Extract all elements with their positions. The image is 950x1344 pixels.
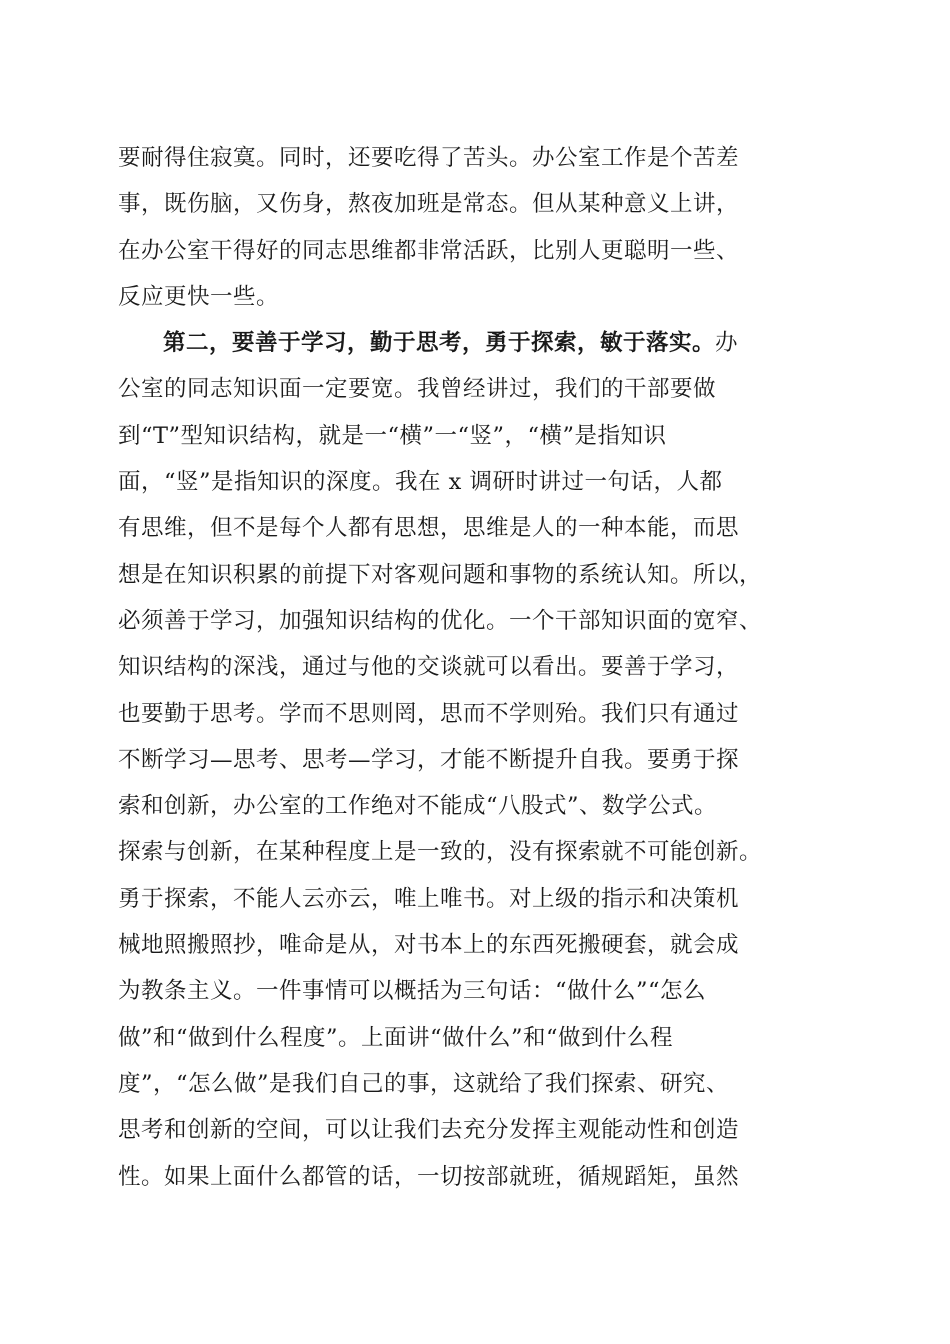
section-two-heading: 第二，要善于学习，勤于思考，勇于探索，敏于落实。 [163, 330, 716, 357]
text-line: 反应更快一些。 [118, 283, 280, 310]
section-two-first-line [118, 320, 838, 366]
text-line: 思考和创新的空间，可以让我们去充分发挥主观能动性和创造 [118, 1117, 740, 1144]
text-line: 度”，“怎么做”是我们自己的事，这就给了我们探索、研究、 [118, 1070, 730, 1097]
text-line: 知识结构的深浅，通过与他的交谈就可以看出。要善于学习， [118, 654, 740, 681]
section-two-paragraph [118, 320, 838, 1200]
text-line: 事，既伤脑，又伤身，熬夜加班是常态。但从某种意义上讲， [118, 191, 740, 218]
text-line: 面，“竖”是指知识的深度。我在 x 调研时讲过一句话，人都 [118, 469, 723, 496]
text-line: 不断学习—思考、思考—学习，才能不断提升自我。要勇于探 [118, 746, 740, 773]
text-line: 也要勤于思考。学而不思则罔，思而不学则殆。我们只有通过 [118, 700, 740, 727]
text-line: 要耐得住寂寞。同时，还要吃得了苦头。办公室工作是个苦差 [118, 145, 740, 171]
text-line: 公室的同志知识面一定要宽。我曾经讲过，我们的干部要做 [118, 376, 717, 403]
text-line: 必须善于学习，加强知识结构的优化。一个干部知识面的宽窄、 [118, 607, 763, 634]
text-line: 在办公室干得好的同志思维都非常活跃，比别人更聪明一些、 [118, 237, 740, 264]
text-line: 索和创新，办公室的工作绝对不能成“八股式”、数学公式。 [118, 793, 718, 820]
text-line: 探索与创新，在某种程度上是一致的，没有探索就不可能创新。 [118, 839, 763, 866]
text-line: 勇于探索，不能人云亦云，唯上唯书。对上级的指示和决策机 [118, 885, 740, 912]
text-line: 有思维，但不是每个人都有思想，思维是人的一种本能，而思 [118, 515, 740, 542]
text-line: 做”和“做到什么程度”。上面讲“做什么”和“做到什么程 [118, 1024, 674, 1051]
text-line: 性。如果上面什么都管的话，一切按部就班，循规蹈矩，虽然 [118, 1163, 740, 1190]
continued-paragraph [118, 135, 838, 320]
text-line: 械地照搬照抄，唯命是从，对书本上的东西死搬硬套，就会成 [118, 932, 740, 959]
text-line: 为教条主义。一件事情可以概括为三句话：“做什么”“怎么 [118, 978, 707, 1005]
text-fragment: 办 [715, 330, 739, 357]
text-line: 想是在知识积累的前提下对客观问题和事物的系统认知。所以， [118, 561, 763, 588]
text-line: 到“T”型知识结构，就是一“横”一“竖”，“横”是指知识 [118, 422, 667, 449]
document-body [118, 135, 838, 1200]
